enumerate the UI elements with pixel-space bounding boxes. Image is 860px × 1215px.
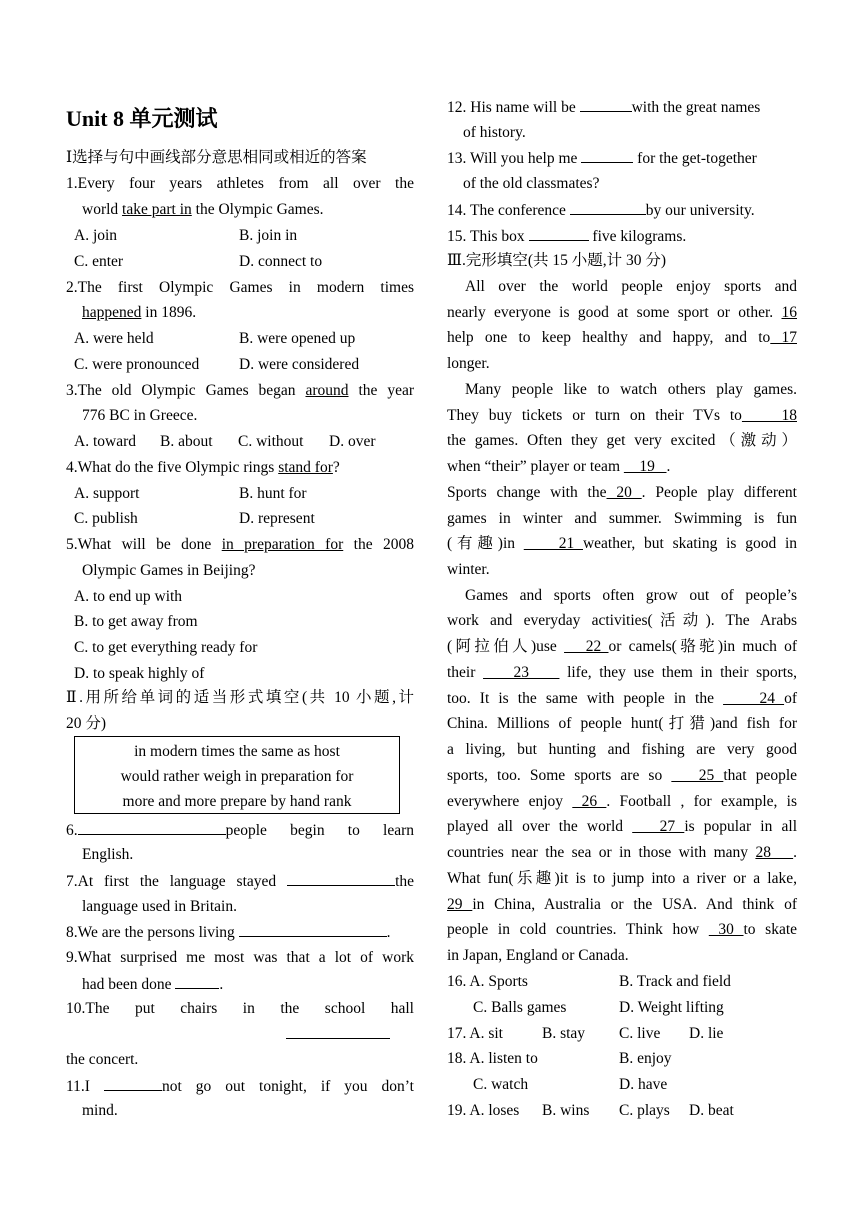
cloze-line: countries near the sea or in those with many 28 . — [447, 844, 797, 861]
question-3-line1: 3.The old Olympic Games began around the year — [66, 382, 414, 399]
cloze-blank-number: 24 — [723, 690, 785, 707]
question-5-option-b: B. to get away from — [74, 613, 198, 630]
cloze-line: What fun(乐趣)it is to jump into a river or a lake, — [447, 870, 797, 887]
cloze-line: longer. — [447, 355, 490, 372]
option: C. Balls games — [473, 999, 567, 1016]
question-12-line2: of history. — [463, 124, 526, 141]
option: B. stay — [542, 1025, 586, 1042]
question-1-line2: world take part in the Olympic Games. — [82, 201, 324, 218]
question-4-options-ab — [66, 484, 414, 504]
cloze-blank-number: 20 — [606, 484, 642, 501]
answer-blank[interactable] — [239, 922, 387, 937]
option-row-18-1 — [447, 1049, 797, 1069]
answer-blank[interactable] — [287, 871, 395, 886]
option: C. watch — [473, 1076, 529, 1093]
question-7-line2: language used in Britain. — [82, 898, 237, 915]
option: 18. A. listen to — [447, 1050, 538, 1067]
option: B. enjoy — [619, 1050, 672, 1067]
option-row-18-2 — [447, 1075, 797, 1095]
question-7-line1: 7.At first the language stayed the — [66, 873, 414, 890]
cloze-line: played all over the world 27 is popular in all — [447, 818, 797, 835]
cloze-line: help one to keep healthy and happy, and to 17 — [447, 329, 797, 346]
word-box — [74, 736, 400, 814]
option: C. were pronounced — [74, 356, 200, 373]
section1-heading: Ⅰ选择与句中画线部分意思相同或相近的答案 — [66, 149, 367, 166]
option-row-16-2 — [447, 998, 797, 1018]
cloze-line: nearly everyone is good at some sport or other. 16 — [447, 304, 797, 321]
question-3-line2: 776 BC in Greece. — [82, 407, 198, 424]
question-6-line2: English. — [82, 846, 134, 863]
option: A. support — [74, 485, 140, 502]
option: A. join — [74, 227, 118, 244]
answer-blank[interactable] — [529, 226, 589, 241]
underlined-phrase: in preparation for — [221, 536, 344, 553]
cloze-line: sports, too. Some sports are so 25 that people — [447, 767, 798, 784]
question-9-line1: 9.What surprised me most was that a lot of work — [66, 949, 414, 966]
cloze-line: Many people like to watch others play games. — [465, 381, 797, 398]
option: B. Track and field — [619, 973, 731, 990]
cloze-line: Games and sports often grow out of people’s — [465, 587, 797, 604]
cloze-line: the games. Often they get very excited（激动） — [447, 432, 797, 449]
option: D. have — [619, 1076, 668, 1093]
option: D. were considered — [239, 356, 360, 373]
cloze-blank-number: 26 — [572, 793, 607, 810]
answer-blank[interactable] — [104, 1076, 162, 1091]
answer-blank[interactable] — [580, 97, 632, 112]
option: B. join in — [239, 227, 298, 244]
option: B. wins — [542, 1102, 590, 1119]
section2-heading-line2: 20 分) — [66, 715, 107, 732]
question-5-option-a: A. to end up with — [74, 588, 183, 605]
underlined-phrase: around — [305, 382, 349, 399]
cloze-blank-number: 18 — [741, 407, 797, 424]
option-row-16-1 — [447, 972, 797, 992]
section3-heading: Ⅲ.完形填空(共 15 小题,计 30 分) — [447, 252, 667, 269]
option: 17. A. sit — [447, 1025, 503, 1042]
question-2-line1: 2.The first Olympic Games in modern times — [66, 279, 414, 296]
cloze-blank-number: 30 — [708, 921, 744, 938]
cloze-line: in Japan, England or Canada. — [447, 947, 629, 964]
option: D. lie — [689, 1025, 724, 1042]
cloze-blank-number: 25 — [671, 767, 724, 784]
underlined-phrase: take part in — [122, 201, 192, 218]
cloze-blank-number: 22 — [564, 638, 609, 655]
cloze-line: All over the world people enjoy sports and — [465, 278, 797, 295]
cloze-blank-number: 16 — [781, 304, 797, 321]
cloze-line: 29 in China, Australia or the USA. And think of — [447, 896, 798, 913]
cloze-blank-number: 21 — [523, 535, 583, 552]
cloze-line: games in winter and summer. Swimming is fun — [447, 510, 797, 527]
question-3-options — [66, 432, 414, 452]
question-10-line3: the concert. — [66, 1051, 139, 1068]
answer-blank[interactable] — [78, 820, 226, 835]
option: C. live — [619, 1025, 661, 1042]
question-5-line1: 5.What will be done in preparation for the 2008 — [66, 536, 414, 553]
cloze-blank-number: 17 — [770, 329, 797, 346]
word-box-row: would rather weigh in preparation for — [120, 768, 354, 785]
cloze-line: everywhere enjoy 26 . Football , for example, is — [447, 793, 797, 810]
cloze-line: winter. — [447, 561, 490, 578]
question-9-line2: had been done . — [82, 976, 224, 993]
cloze-line: people in cold countries. Think how 30 to skate — [447, 921, 798, 938]
question-10-blank-line — [66, 1024, 414, 1045]
question-5-line2: Olympic Games in Beijing? — [82, 562, 256, 579]
cloze-line: a living, but hunting and fishing are very good — [447, 741, 797, 758]
question-6-line1: 6. people begin to learn — [66, 822, 414, 839]
word-box-row: more and more prepare by hand rank — [122, 793, 352, 810]
option: D. beat — [689, 1102, 734, 1119]
option: D. represent — [239, 510, 315, 527]
question-4-line1: 4.What do the five Olympic rings stand for? — [66, 459, 340, 476]
question-2-options-ab — [66, 329, 414, 349]
question-10-line1: 10.The put chairs in the school hall — [66, 1000, 414, 1017]
question-1-options-ab — [66, 226, 414, 246]
cloze-line: their 23 life, they use them in their sports, — [447, 664, 797, 681]
section2-heading: Ⅱ.用所给单词的适当形式填空(共 10 小题,计 — [66, 689, 414, 706]
word-box-row: in modern times the same as host — [134, 743, 340, 760]
option: B. hunt for — [239, 485, 307, 502]
answer-blank[interactable] — [570, 200, 646, 215]
option: C. plays — [619, 1102, 670, 1119]
option: 19. A. loses — [447, 1102, 520, 1119]
answer-blank[interactable] — [581, 148, 633, 163]
question-4-options-cd — [66, 509, 414, 529]
question-8: 8.We are the persons living . — [66, 924, 391, 941]
cloze-blank-number: 19 — [623, 458, 667, 475]
cloze-line: work and everyday activities(活动). The Arabs — [447, 612, 797, 629]
cloze-blank-number: 27 — [632, 818, 685, 835]
option: C. publish — [74, 510, 138, 527]
cloze-blank-number: 29 — [447, 896, 473, 913]
cloze-line: They buy tickets or turn on their TVs to 18 — [447, 407, 797, 424]
question-1-options-cd — [66, 252, 414, 272]
answer-blank[interactable] — [175, 974, 219, 989]
option-row-19 — [447, 1101, 797, 1121]
option: D. Weight lifting — [619, 999, 724, 1016]
option: C. without — [238, 433, 304, 450]
question-14: 14. The conference by our university. — [447, 202, 755, 219]
option: B. about — [160, 433, 213, 450]
question-5-option-c: C. to get everything ready for — [74, 639, 258, 656]
option: A. toward — [74, 433, 136, 450]
question-5-option-d: D. to speak highly of — [74, 665, 205, 682]
cloze-line: China. Millions of people hunt(打猎)and fish for — [447, 715, 797, 732]
question-13-line2: of the old classmates? — [463, 175, 600, 192]
cloze-line: when “their” player or team 19 . — [447, 458, 671, 475]
cloze-line: (阿拉伯人)use 22 or camels(骆驼)in much of — [447, 638, 797, 655]
option: C. enter — [74, 253, 124, 270]
option: 16. A. Sports — [447, 973, 528, 990]
option: D. over — [329, 433, 376, 450]
cloze-blank-number: 28 — [755, 844, 794, 861]
cloze-line: Sports change with the 20 . People play different — [447, 484, 797, 501]
question-13-line1: 13. Will you help me for the get-together — [447, 150, 757, 167]
question-11-line2: mind. — [82, 1102, 118, 1119]
question-2-line2: happened in 1896. — [82, 304, 197, 321]
page-title: Unit 8 单元测试 — [66, 106, 218, 131]
option: A. were held — [74, 330, 154, 347]
answer-blank[interactable] — [286, 1024, 390, 1039]
underlined-phrase: happened — [82, 304, 142, 321]
question-2-options-cd — [66, 355, 414, 375]
underlined-phrase: stand for — [278, 459, 333, 476]
question-15: 15. This box five kilograms. — [447, 228, 687, 245]
question-1-line1: 1.Every four years athletes from all over the — [66, 175, 414, 192]
cloze-line: too. It is the same with people in the 24 of — [447, 690, 797, 707]
option: B. were opened up — [239, 330, 356, 347]
cloze-line: (有趣)in 21 weather, but skating is good in — [447, 535, 797, 552]
question-12-line1: 12. His name will be with the great names — [447, 99, 761, 116]
option: D. connect to — [239, 253, 323, 270]
cloze-blank-number: 23 — [483, 664, 560, 681]
question-11-line1: 11.I not go out tonight, if you don’t — [66, 1078, 414, 1095]
option-row-17 — [447, 1024, 797, 1044]
